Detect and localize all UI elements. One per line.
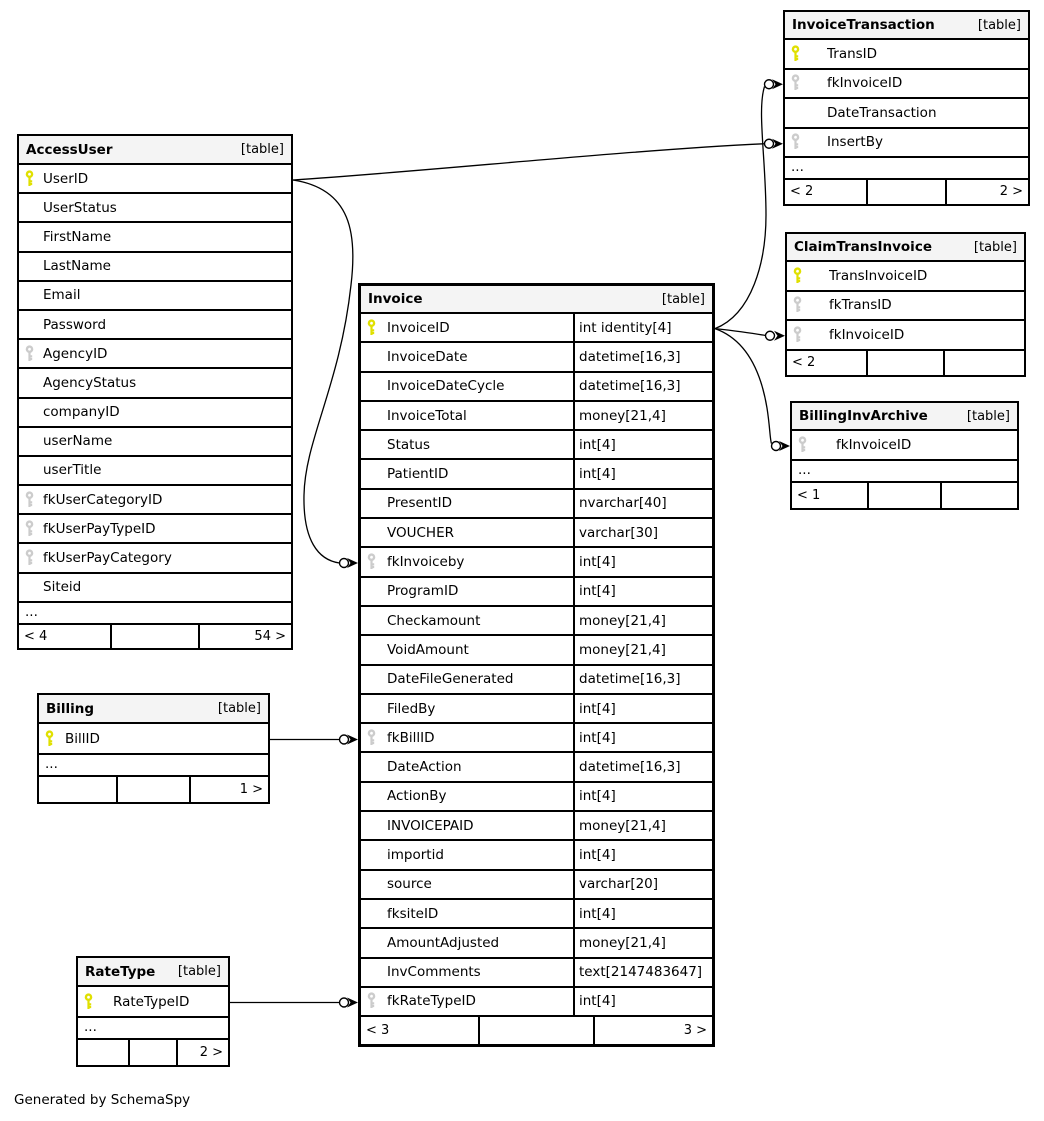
ellipsis-row: ... [39, 755, 268, 777]
column-name: AmountAdjusted [387, 934, 500, 951]
column-type: money[21,4] [573, 402, 712, 429]
column-type: money[21,4] [573, 636, 712, 663]
relationship-Invoice-InvoiceID-to-InvoiceTransaction-fkInvoiceID [715, 79, 783, 328]
relationship-AccessUser-UserID-to-InvoiceTransaction-InsertBy [293, 139, 783, 180]
foreign-key-icon [361, 553, 387, 571]
table-tag: [table] [661, 291, 705, 307]
column-name: fkBillID [387, 729, 435, 746]
footer-right-count [945, 351, 1024, 375]
relationship-AccessUser-UserID-to-Invoice-fkInvoiceby [293, 180, 358, 568]
column-name: FiledBy [387, 700, 436, 717]
column-name: fkInvoiceID [829, 326, 905, 343]
column-name: Status [387, 436, 431, 453]
footer-center-cell [869, 483, 941, 508]
table-BillingInvArchive[interactable] [790, 401, 1019, 510]
column-name: ProgramID [387, 583, 459, 600]
footer-center-cell [868, 180, 946, 204]
column-type: nvarchar[40] [573, 490, 712, 517]
relationship-Billing-BillID-to-Invoice-fkBillID [270, 735, 358, 745]
column-row [361, 314, 712, 343]
column-name: INVOICEPAID [387, 817, 474, 834]
zero-one-circle [765, 80, 774, 89]
column-row [361, 460, 712, 489]
column-row [361, 548, 712, 577]
column-name: VOUCHER [387, 524, 454, 541]
column-row [361, 724, 712, 753]
column-name: userName [43, 433, 113, 450]
table-header [39, 695, 268, 724]
footer-left-count: < 2 [785, 180, 868, 204]
table-title: Invoice [368, 291, 423, 307]
column-name: fkInvoiceID [836, 437, 912, 453]
column-name: RateTypeID [113, 993, 190, 1010]
foreign-key-icon [19, 345, 43, 363]
column-row [39, 724, 268, 755]
column-row [19, 457, 291, 486]
column-row [19, 311, 291, 340]
footer-left-count: < 2 [787, 351, 868, 375]
column-name: Email [43, 287, 81, 304]
arrowhead-icon [774, 331, 785, 341]
column-row [361, 343, 712, 372]
column-row [19, 223, 291, 252]
column-row [19, 369, 291, 398]
column-name: fkUserCategoryID [43, 491, 163, 508]
table-tag: [table] [240, 142, 284, 157]
column-name: userTitle [43, 462, 102, 479]
column-name: fksiteID [387, 905, 439, 922]
footer-center-cell [112, 625, 200, 648]
foreign-key-icon [361, 992, 387, 1010]
column-row [361, 988, 712, 1017]
footer-center-cell [480, 1017, 594, 1044]
table-footer [787, 351, 1024, 375]
table-title: Billing [46, 700, 95, 717]
column-name: fkUserPayTypeID [43, 520, 156, 537]
table-title: RateType [85, 963, 156, 980]
relationship-Invoice-InvoiceID-to-ClaimTransInvoice-fkInvoiceID [715, 329, 785, 341]
primary-key-icon [787, 267, 829, 285]
column-row [19, 253, 291, 282]
zero-one-circle [766, 331, 775, 340]
column-type: int[4] [573, 900, 712, 927]
footer-center-cell [118, 777, 192, 802]
column-row [78, 987, 228, 1018]
table-footer [78, 1040, 228, 1065]
table-RateType[interactable] [76, 956, 230, 1067]
ellipsis-row: ... [78, 1018, 228, 1040]
column-row [361, 373, 712, 402]
column-name: LastName [43, 258, 111, 275]
column-name: TransID [827, 45, 878, 62]
column-name: UserStatus [43, 199, 117, 216]
relationship-line [715, 329, 772, 444]
column-name: AgencyID [43, 345, 108, 362]
arrowhead-icon [779, 441, 790, 451]
table-footer [785, 180, 1028, 204]
column-name: fkRateTypeID [387, 993, 476, 1010]
column-name: AgencyStatus [43, 374, 137, 391]
footer-center-cell [868, 351, 944, 375]
column-type: int[4] [573, 695, 712, 722]
column-name: fkInvoiceID [827, 75, 903, 92]
column-name: PatientID [387, 466, 449, 483]
column-name: DateFileGenerated [387, 671, 514, 688]
footer-left-count: < 1 [792, 483, 869, 508]
column-type: money[21,4] [573, 929, 712, 956]
column-name: fkTransID [829, 297, 892, 314]
zero-one-circle [340, 735, 349, 744]
column-row [785, 129, 1028, 159]
table-title: AccessUser [26, 141, 113, 158]
column-row [361, 900, 712, 929]
column-row [361, 607, 712, 636]
foreign-key-icon [787, 326, 829, 344]
column-row [19, 165, 291, 194]
column-name: InvoiceTotal [387, 407, 467, 424]
column-type: int[4] [573, 431, 712, 458]
column-row [361, 783, 712, 812]
column-row [361, 695, 712, 724]
table-AccessUser[interactable] [17, 134, 293, 650]
footer-left-count [39, 777, 118, 802]
column-type: varchar[20] [573, 871, 712, 898]
column-row [792, 431, 1017, 461]
relationship-RateType-RateTypeID-to-Invoice-fkRateTypeID [230, 998, 358, 1008]
column-name: BillID [65, 730, 100, 747]
column-type: int[4] [573, 460, 712, 487]
column-name: FirstName [43, 228, 112, 245]
column-type: varchar[30] [573, 519, 712, 546]
zero-one-circle [340, 559, 349, 568]
column-name: ActionBy [387, 788, 447, 805]
column-name: importid [387, 846, 444, 863]
column-row [361, 636, 712, 665]
footer-right-count: 1 > [239, 782, 264, 797]
column-row [361, 666, 712, 695]
arrowhead-icon [347, 735, 358, 745]
column-name: fkInvoiceby [387, 554, 465, 571]
column-row [19, 515, 291, 544]
arrowhead-icon [772, 139, 783, 149]
ellipsis-row: ... [785, 158, 1028, 180]
arrowhead-icon [347, 558, 358, 568]
table-tag: [table] [966, 408, 1010, 424]
column-row [787, 262, 1024, 292]
column-row [361, 490, 712, 519]
column-row [787, 321, 1024, 351]
footer-left-count [78, 1040, 130, 1065]
foreign-key-icon [19, 491, 43, 509]
table-footer [361, 1017, 712, 1044]
table-header [792, 403, 1017, 431]
column-type: int identity[4] [573, 314, 712, 341]
column-name: InvoiceDate [387, 348, 468, 365]
foreign-key-icon [787, 296, 829, 314]
table-Billing[interactable] [37, 693, 270, 804]
arrowhead-icon [772, 79, 783, 89]
zero-one-circle [772, 442, 781, 451]
column-name: Checkamount [387, 612, 481, 629]
table-tag: [table] [177, 964, 221, 979]
column-name: DateAction [387, 759, 462, 776]
relationship-line [293, 144, 765, 180]
table-header [19, 136, 291, 165]
table-title: BillingInvArchive [799, 408, 928, 424]
footer-right-count: 2 > [199, 1045, 223, 1060]
column-type: int[4] [573, 988, 712, 1015]
column-row [19, 194, 291, 223]
column-row [785, 70, 1028, 100]
table-tag: [table] [217, 701, 261, 716]
footer-left-count: < 3 [361, 1017, 480, 1044]
column-type: text[2147483647] [573, 959, 712, 986]
column-name: TransInvoiceID [829, 267, 928, 284]
column-row [19, 574, 291, 603]
arrowhead-icon [347, 998, 358, 1008]
column-row [361, 841, 712, 870]
column-type: money[21,4] [573, 607, 712, 634]
column-type: money[21,4] [573, 812, 712, 839]
zero-one-circle [765, 139, 774, 148]
relationship-line [715, 329, 766, 336]
table-tag: [table] [973, 239, 1017, 255]
column-row [361, 812, 712, 841]
primary-key-icon [361, 319, 387, 337]
footer-right-count [942, 483, 1017, 508]
column-name: fkUserPayCategory [43, 550, 172, 567]
column-type: datetime[16,3] [573, 373, 712, 400]
foreign-key-icon [792, 436, 836, 454]
table-header [787, 234, 1024, 262]
table-header [785, 12, 1028, 40]
column-row [361, 431, 712, 460]
footer-left-count: < 4 [19, 625, 112, 648]
table-title: InvoiceTransaction [792, 17, 935, 33]
ellipsis-row: ... [19, 603, 291, 625]
column-row [787, 292, 1024, 322]
column-type: int[4] [573, 783, 712, 810]
column-type: datetime[16,3] [573, 343, 712, 370]
column-row [19, 486, 291, 515]
foreign-key-icon [19, 520, 43, 538]
primary-key-icon [785, 45, 827, 63]
column-name: DateTransaction [827, 104, 937, 121]
footer-right-count: 54 > [254, 628, 286, 644]
footer-center-cell [130, 1040, 177, 1065]
table-header [361, 286, 712, 314]
column-row [361, 959, 712, 988]
column-row [19, 428, 291, 457]
primary-key-icon [39, 730, 65, 748]
column-row [361, 402, 712, 431]
column-name: PresentID [387, 495, 453, 512]
ellipsis-row: ... [792, 461, 1017, 483]
table-header [78, 958, 228, 987]
primary-key-icon [19, 170, 43, 188]
column-row [19, 340, 291, 369]
foreign-key-icon [785, 133, 827, 151]
column-type: int[4] [573, 841, 712, 868]
column-row [361, 519, 712, 548]
column-name: InvComments [387, 964, 481, 981]
column-row [19, 544, 291, 573]
table-Invoice[interactable] [358, 283, 715, 1047]
column-row [361, 753, 712, 782]
table-ClaimTransInvoice[interactable] [785, 232, 1026, 377]
column-name: InsertBy [827, 134, 883, 151]
column-row [361, 578, 712, 607]
foreign-key-icon [361, 729, 387, 747]
table-footer [19, 625, 291, 648]
column-name: UserID [43, 170, 89, 187]
foreign-key-icon [19, 549, 43, 567]
table-footer [39, 777, 268, 802]
column-type: int[4] [573, 578, 712, 605]
relationship-Invoice-InvoiceID-to-BillingInvArchive-fkInvoiceID [715, 329, 790, 451]
column-row [785, 40, 1028, 70]
column-row [785, 99, 1028, 129]
column-type: int[4] [573, 548, 712, 575]
column-row [361, 871, 712, 900]
generator-credit: Generated by SchemaSpy [14, 1092, 191, 1108]
zero-one-circle [340, 998, 349, 1007]
column-name: Password [43, 316, 107, 333]
column-name: source [387, 876, 432, 893]
table-footer [792, 483, 1017, 508]
column-type: datetime[16,3] [573, 666, 712, 693]
table-tag: [table] [977, 17, 1021, 33]
column-name: InvoiceDateCycle [387, 378, 505, 395]
column-name: VoidAmount [387, 641, 469, 658]
table-InvoiceTransaction[interactable] [783, 10, 1030, 206]
foreign-key-icon [785, 74, 827, 92]
table-title: ClaimTransInvoice [794, 239, 932, 255]
primary-key-icon [78, 993, 113, 1011]
relationship-line [293, 180, 353, 563]
relationship-line [715, 87, 766, 329]
footer-right-count: 2 > [999, 184, 1023, 199]
column-name: companyID [43, 404, 120, 421]
column-row [361, 929, 712, 958]
column-row [19, 399, 291, 428]
column-type: datetime[16,3] [573, 753, 712, 780]
column-name: InvoiceID [387, 319, 450, 336]
column-name: Siteid [43, 579, 82, 596]
column-row [19, 282, 291, 311]
column-type: int[4] [573, 724, 712, 751]
footer-right-count: 3 > [683, 1023, 707, 1039]
